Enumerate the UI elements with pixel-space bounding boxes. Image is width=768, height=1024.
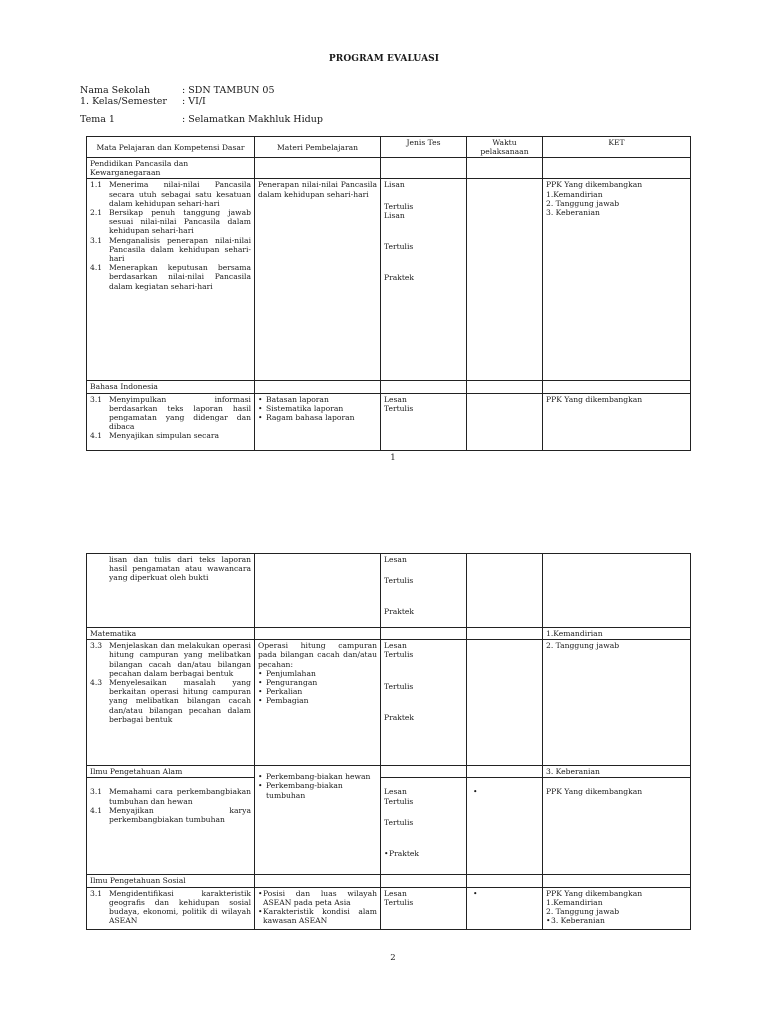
- tes-item: Lesan: [384, 641, 407, 651]
- kd-item: 3.3 Menjelaskan dan melakukan operasi hitung campuran yang melibatkan bilangan cacah dan/atau bilangan pecahan dalam berbagai bentuk: [90, 641, 251, 678]
- page-title: PROGRAM EVALUASI: [328, 54, 440, 64]
- materi-item: • Batasan laporan: [258, 394, 329, 404]
- materi-item: • Perkembang-biakan hewan: [258, 772, 371, 782]
- tes-item: Lesan: [384, 394, 407, 404]
- ket-cell: [543, 393, 691, 450]
- ket-item: PPK Yang dikembangkan: [546, 888, 643, 898]
- tes-item: Tertulis: [384, 576, 414, 586]
- kd-item: 4.1 Menerapkan keputusan bersama berdasarkan nilai-nilai Pancasila dalam kegiatan sehari-hari: [90, 263, 251, 291]
- materi-item: • Ragam bahasa laporan: [258, 413, 355, 423]
- materi-text: Penerapan nilai-nilai Pancasila dalam kehidupan sehari-hari: [258, 180, 377, 199]
- waktu-cell: [467, 393, 543, 450]
- subject-cell: [87, 628, 255, 640]
- subject-name: Matematika: [90, 629, 137, 638]
- kd-item: 2.1 Bersikap penuh tanggung jawab sesuai nilai-nilai Pancasila dalam kehidupan sehari-hari: [90, 208, 251, 236]
- subject-name: Ilmu Pengetahuan Alam: [90, 767, 183, 777]
- subject-cell: [87, 381, 255, 393]
- kd-continuation: lisan dan tulis dari teks laporan hasil pengamatan atau wawancara yang diperkuat oleh bukti: [109, 555, 251, 583]
- kd-cell: [87, 554, 255, 628]
- header-waktu: Waktu pelaksanaan: [467, 137, 543, 158]
- kd-cell: [87, 179, 255, 381]
- ket-item: 2. Tanggung jawab: [546, 641, 620, 651]
- ket-item: 1.Kemandirian: [546, 189, 603, 199]
- ket-item: 1.Kemandirian: [546, 897, 603, 907]
- header-subject: Mata Pelajaran dan Kompetensi Dasar: [87, 137, 255, 158]
- waktu-cell: [467, 778, 543, 875]
- info-value: : VI/I: [182, 96, 206, 107]
- info-value: : SDN TAMBUN 05: [182, 85, 275, 96]
- info-label: Nama Sekolah: [80, 85, 151, 96]
- materi-item: • Penjumlahan: [258, 668, 316, 678]
- materi-cell: [255, 179, 381, 381]
- header-jenis-tes: Jenis Tes: [381, 137, 467, 158]
- page-number: 1: [390, 453, 396, 463]
- evaluation-table-page-1: [86, 136, 691, 451]
- tes-cell: [381, 554, 467, 628]
- info-value: : Selamatkan Makhluk Hidup: [182, 114, 323, 125]
- kd-item: 1.1 Menerima nilai-nilai Pancasila secara utuh sebagai satu kesatuan dalam kehidupan sehari-hari: [90, 180, 251, 208]
- waktu-bullet: •: [473, 787, 478, 797]
- materi-item: • Karakteristik kondisi alam kawasan ASEAN: [258, 907, 377, 926]
- kd-item: 4.1 Menyajikan karya perkembangbiakan tumbuhan: [90, 805, 251, 825]
- tes-cell: [381, 887, 467, 929]
- header-materi: Materi Pembelajaran: [255, 137, 381, 158]
- kd-item: 3.1 Memahami cara perkembangbiakan tumbuhan dan hewan: [90, 787, 251, 806]
- tes-item: Tertulis: [384, 650, 414, 660]
- materi-cell: [255, 887, 381, 929]
- kd-cell: [87, 778, 255, 875]
- school-info: [0, 86, 768, 126]
- tes-item: Tertulis: [384, 403, 414, 413]
- materi-cell: [255, 393, 381, 450]
- ket-item: 3. Keberanian: [546, 767, 600, 777]
- page-number: 2: [390, 953, 396, 963]
- materi-intro: Operasi hitung campuran pada bilangan cacah dan/atau pecahan:: [258, 641, 377, 669]
- subject-cell: [87, 158, 255, 179]
- materi-item: • Posisi dan luas wilayah ASEAN pada peta Asia: [258, 888, 377, 907]
- tes-cell: [381, 179, 467, 381]
- ket-cell: [543, 640, 691, 766]
- subject-name: Ilmu Pengetahuan Sosial: [90, 876, 186, 886]
- materi-item: • Pembagian: [258, 696, 309, 706]
- kd-item: 3.1 Menganalisis penerapan nilai-nilai Pancasila dalam kehidupan sehari-hari: [90, 235, 251, 264]
- materi-cell: [255, 640, 381, 766]
- waktu-cell: [467, 887, 543, 929]
- kd-cell: [87, 393, 255, 450]
- tes-item: Tertulis: [384, 681, 414, 691]
- subject-name: Pendidikan Pancasila dan Kewarganegaraan: [90, 159, 189, 178]
- tes-item: Lesan: [384, 888, 407, 898]
- tes-cell: [381, 778, 467, 875]
- materi-item: • Pengurangan: [258, 678, 318, 688]
- tes-item: Tertulis: [384, 817, 414, 827]
- waktu-bullet: •: [473, 888, 478, 898]
- tes-cell: [381, 393, 467, 450]
- kd-cell: [87, 640, 255, 766]
- info-label: Tema 1: [80, 114, 115, 125]
- ket-item: PPK Yang dikembangkan: [546, 787, 643, 797]
- ket-cell: [543, 778, 691, 875]
- waktu-cell: [467, 179, 543, 381]
- tes-item: Tertulis: [384, 242, 414, 252]
- materi-cell: [255, 766, 381, 875]
- tes-item: Praktek: [384, 607, 415, 617]
- kd-item: 4.1 Menyajikan simpulan secara: [90, 431, 220, 441]
- ket-cell: [543, 887, 691, 929]
- tes-item: Tertulis: [384, 201, 414, 211]
- ket-item: 2. Tanggung jawab: [546, 907, 620, 917]
- tes-item: Lisan: [384, 210, 405, 220]
- materi-item: • Sistematika laporan: [258, 403, 344, 413]
- ket-item: PPK Yang dikembangkan: [546, 180, 643, 190]
- info-label: 1. Kelas/Semester: [80, 96, 167, 107]
- subject-name: Bahasa Indonesia: [90, 382, 158, 392]
- tes-item: Lesan: [384, 555, 407, 564]
- kd-cell: [87, 887, 255, 929]
- tes-item: Praktek: [384, 712, 415, 722]
- tes-cell: [381, 640, 467, 766]
- kd-item: 4.3 Menyelesaikan masalah yang berkaitan operasi hitung campuran yang melibatkan bilangan cacah dan/atau bilangan pecahan dalam berbagai bentuk: [90, 678, 251, 724]
- tes-item: Tertulis: [384, 796, 414, 806]
- subject-cell: [87, 766, 255, 778]
- materi-item: • Perkalian: [258, 687, 303, 697]
- tes-item: Lesan: [384, 787, 407, 797]
- ket-item: 3. Keberanian: [546, 208, 600, 218]
- subject-cell: [87, 875, 255, 887]
- tes-item: • Praktek: [384, 849, 420, 859]
- kd-item: 3.1 Mengidentifikasi karakteristik geografis dan kehidupan sosial budaya, ekonomi, politik di wilayah ASEAN: [90, 888, 251, 926]
- tes-item: Lisan: [384, 180, 405, 190]
- tes-item: Praktek: [384, 273, 415, 283]
- kd-item: 3.1 Menyimpulkan informasi berdasarkan teks laporan hasil pengamatan yang didengar dan dibaca: [90, 394, 251, 432]
- ket-item: • 3. Keberanian: [546, 916, 605, 926]
- ket-item: 1.Kemandirian: [546, 629, 603, 638]
- ket-item: 2. Tanggung jawab: [546, 198, 620, 208]
- ket-cell: [543, 179, 691, 381]
- evaluation-table-page-2: [86, 553, 691, 930]
- header-ket: KET: [543, 137, 691, 158]
- materi-item: • Perkembang-biakan tumbuhan: [258, 781, 343, 800]
- ket-item: PPK Yang dikembangkan: [546, 394, 643, 404]
- tes-item: Tertulis: [384, 897, 414, 907]
